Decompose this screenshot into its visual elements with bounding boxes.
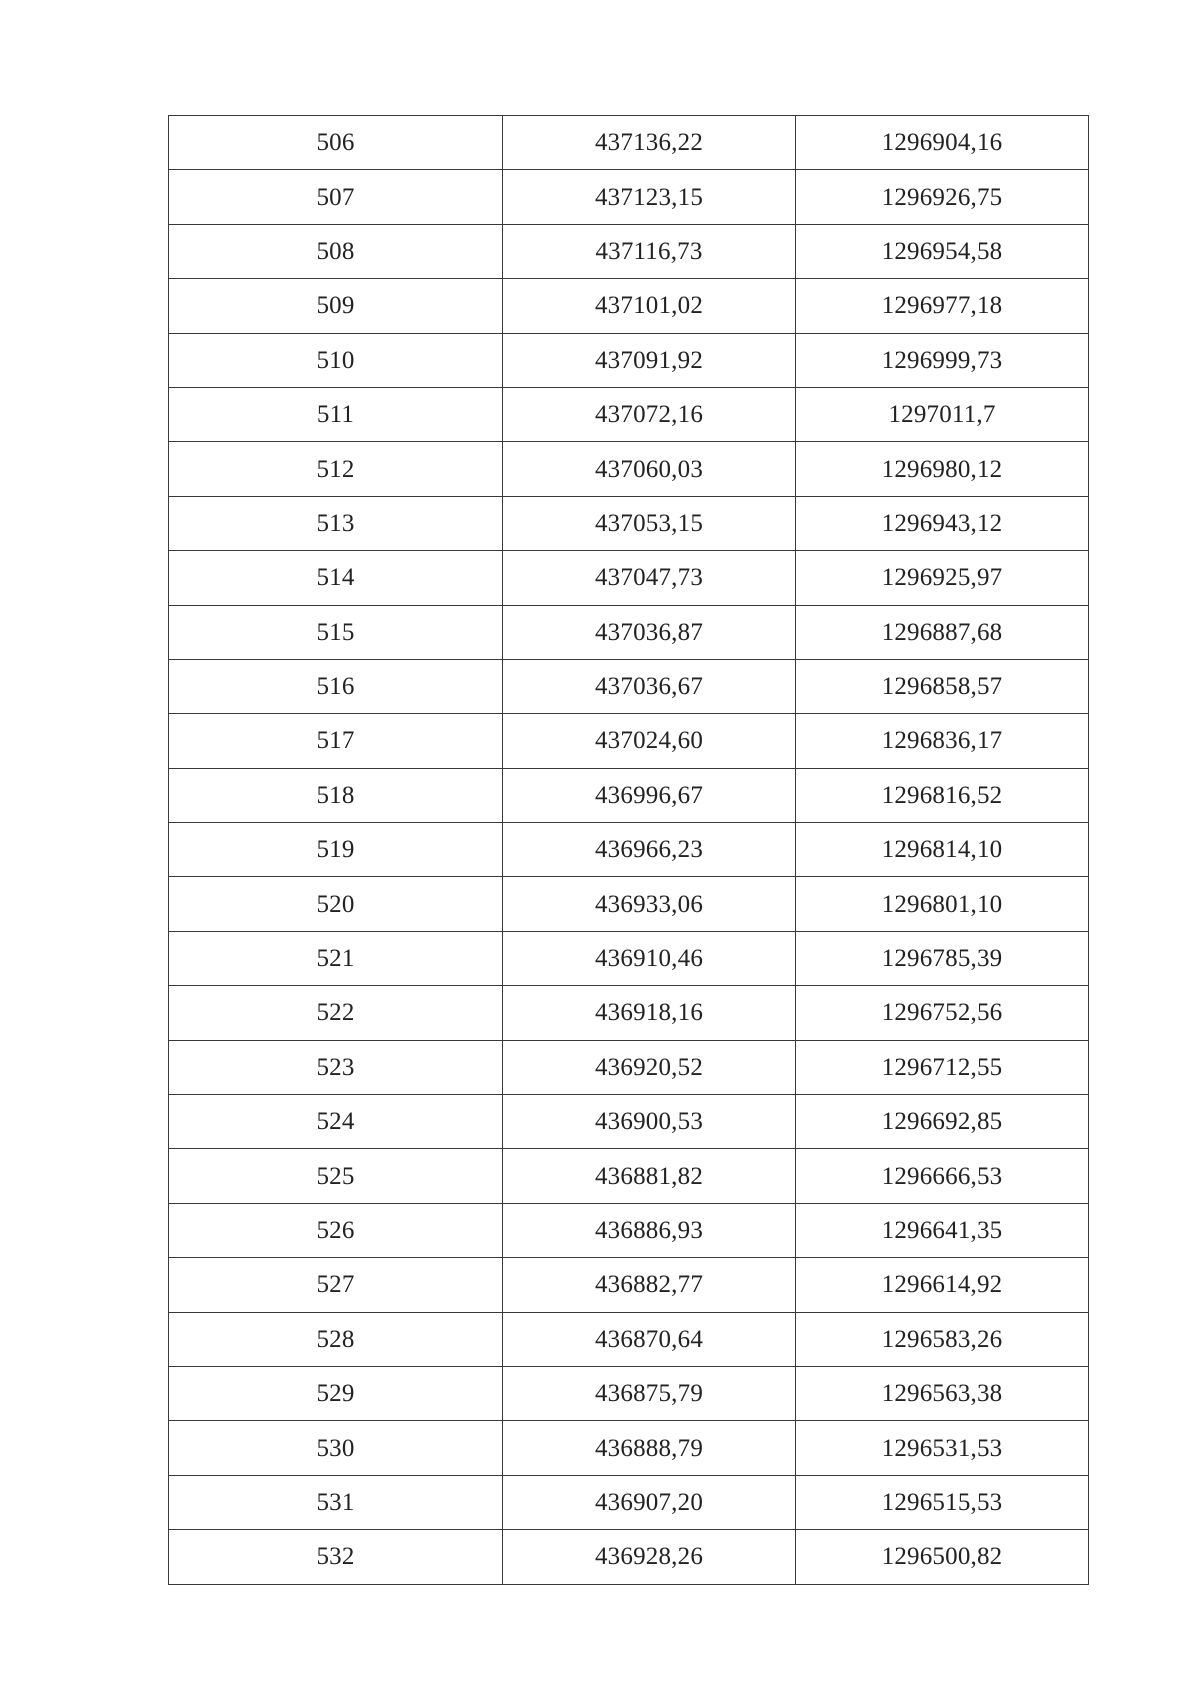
y-coordinate-cell: 1296926,75: [796, 170, 1089, 224]
table-row: [169, 1530, 1089, 1584]
y-coordinate-cell: 1296999,73: [796, 333, 1089, 387]
y-coordinate-cell: 1296712,55: [796, 1040, 1089, 1094]
point-number-cell: 512: [169, 442, 503, 496]
table-row: [169, 387, 1089, 441]
y-coordinate-cell: 1296500,82: [796, 1530, 1089, 1584]
table-row: [169, 714, 1089, 768]
coordinates-table: [168, 115, 1089, 1585]
point-number-cell: 526: [169, 1203, 503, 1257]
x-coordinate-cell: 437123,15: [503, 170, 796, 224]
table-row: [169, 1095, 1089, 1149]
x-coordinate-cell: 436910,46: [503, 931, 796, 985]
table-row: [169, 877, 1089, 931]
point-number-cell: 527: [169, 1258, 503, 1312]
point-number-cell: 522: [169, 986, 503, 1040]
point-number-cell: 516: [169, 659, 503, 713]
x-coordinate-cell: 437060,03: [503, 442, 796, 496]
table-row: [169, 823, 1089, 877]
table-row: [169, 605, 1089, 659]
table-row: [169, 1149, 1089, 1203]
table-row: [169, 1040, 1089, 1094]
x-coordinate-cell: 437116,73: [503, 224, 796, 278]
point-number-cell: 530: [169, 1421, 503, 1475]
y-coordinate-cell: 1296801,10: [796, 877, 1089, 931]
y-coordinate-cell: 1296752,56: [796, 986, 1089, 1040]
table-row: [169, 931, 1089, 985]
x-coordinate-cell: 436870,64: [503, 1312, 796, 1366]
x-coordinate-cell: 436996,67: [503, 768, 796, 822]
table-row: [169, 496, 1089, 550]
x-coordinate-cell: 436888,79: [503, 1421, 796, 1475]
x-coordinate-cell: 437036,87: [503, 605, 796, 659]
y-coordinate-cell: 1296816,52: [796, 768, 1089, 822]
x-coordinate-cell: 436886,93: [503, 1203, 796, 1257]
y-coordinate-cell: 1296977,18: [796, 279, 1089, 333]
table-row: [169, 1475, 1089, 1529]
x-coordinate-cell: 437091,92: [503, 333, 796, 387]
table-row: [169, 1421, 1089, 1475]
table-row: [169, 1312, 1089, 1366]
point-number-cell: 510: [169, 333, 503, 387]
table-row: [169, 1203, 1089, 1257]
point-number-cell: 507: [169, 170, 503, 224]
table-row: [169, 170, 1089, 224]
table-row: [169, 279, 1089, 333]
x-coordinate-cell: 436875,79: [503, 1366, 796, 1420]
table-row: [169, 768, 1089, 822]
table-row: [169, 442, 1089, 496]
y-coordinate-cell: 1296980,12: [796, 442, 1089, 496]
y-coordinate-cell: 1296515,53: [796, 1475, 1089, 1529]
point-number-cell: 509: [169, 279, 503, 333]
x-coordinate-cell: 437053,15: [503, 496, 796, 550]
y-coordinate-cell: 1296836,17: [796, 714, 1089, 768]
x-coordinate-cell: 436900,53: [503, 1095, 796, 1149]
y-coordinate-cell: 1297011,7: [796, 387, 1089, 441]
x-coordinate-cell: 436907,20: [503, 1475, 796, 1529]
point-number-cell: 524: [169, 1095, 503, 1149]
y-coordinate-cell: 1296666,53: [796, 1149, 1089, 1203]
point-number-cell: 514: [169, 551, 503, 605]
point-number-cell: 511: [169, 387, 503, 441]
point-number-cell: 525: [169, 1149, 503, 1203]
x-coordinate-cell: 437101,02: [503, 279, 796, 333]
y-coordinate-cell: 1296904,16: [796, 116, 1089, 170]
point-number-cell: 531: [169, 1475, 503, 1529]
y-coordinate-cell: 1296563,38: [796, 1366, 1089, 1420]
x-coordinate-cell: 436928,26: [503, 1530, 796, 1584]
table-row: [169, 333, 1089, 387]
table-row: [169, 986, 1089, 1040]
x-coordinate-cell: 436882,77: [503, 1258, 796, 1312]
y-coordinate-cell: 1296785,39: [796, 931, 1089, 985]
x-coordinate-cell: 436920,52: [503, 1040, 796, 1094]
y-coordinate-cell: 1296814,10: [796, 823, 1089, 877]
x-coordinate-cell: 436966,23: [503, 823, 796, 877]
y-coordinate-cell: 1296925,97: [796, 551, 1089, 605]
point-number-cell: 523: [169, 1040, 503, 1094]
x-coordinate-cell: 437047,73: [503, 551, 796, 605]
y-coordinate-cell: 1296583,26: [796, 1312, 1089, 1366]
point-number-cell: 508: [169, 224, 503, 278]
y-coordinate-cell: 1296887,68: [796, 605, 1089, 659]
point-number-cell: 518: [169, 768, 503, 822]
x-coordinate-cell: 437072,16: [503, 387, 796, 441]
point-number-cell: 532: [169, 1530, 503, 1584]
x-coordinate-cell: 436881,82: [503, 1149, 796, 1203]
point-number-cell: 521: [169, 931, 503, 985]
point-number-cell: 517: [169, 714, 503, 768]
y-coordinate-cell: 1296614,92: [796, 1258, 1089, 1312]
point-number-cell: 506: [169, 116, 503, 170]
y-coordinate-cell: 1296641,35: [796, 1203, 1089, 1257]
table-row: [169, 551, 1089, 605]
point-number-cell: 519: [169, 823, 503, 877]
y-coordinate-cell: 1296943,12: [796, 496, 1089, 550]
coordinates-table-body: [169, 116, 1089, 1585]
table-row: [169, 1366, 1089, 1420]
table-row: [169, 1258, 1089, 1312]
y-coordinate-cell: 1296954,58: [796, 224, 1089, 278]
y-coordinate-cell: 1296531,53: [796, 1421, 1089, 1475]
x-coordinate-cell: 436918,16: [503, 986, 796, 1040]
point-number-cell: 528: [169, 1312, 503, 1366]
point-number-cell: 520: [169, 877, 503, 931]
table-row: [169, 224, 1089, 278]
table-row: [169, 116, 1089, 170]
x-coordinate-cell: 437024,60: [503, 714, 796, 768]
x-coordinate-cell: 436933,06: [503, 877, 796, 931]
point-number-cell: 529: [169, 1366, 503, 1420]
y-coordinate-cell: 1296692,85: [796, 1095, 1089, 1149]
point-number-cell: 515: [169, 605, 503, 659]
x-coordinate-cell: 437136,22: [503, 116, 796, 170]
y-coordinate-cell: 1296858,57: [796, 659, 1089, 713]
point-number-cell: 513: [169, 496, 503, 550]
table-row: [169, 659, 1089, 713]
x-coordinate-cell: 437036,67: [503, 659, 796, 713]
